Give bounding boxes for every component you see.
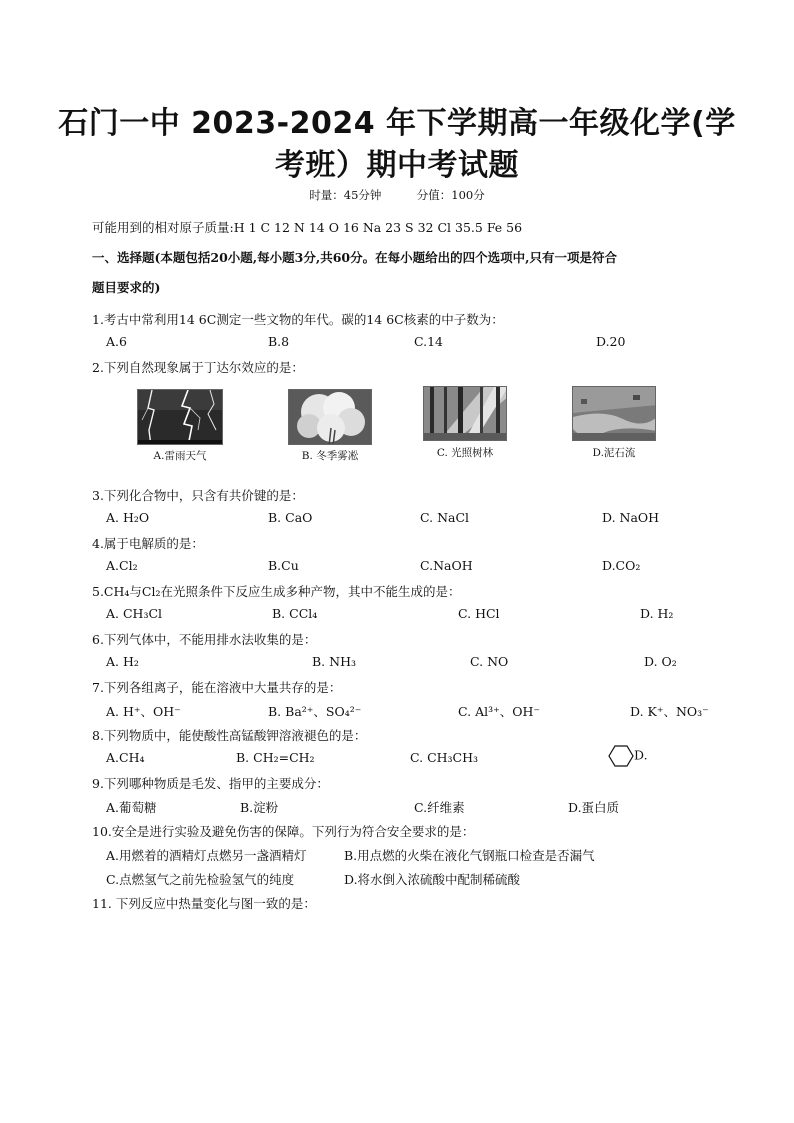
q5-option-c[interactable]: C. HCl (458, 606, 500, 621)
q7-option-d[interactable]: D. K⁺、NO₃⁻ (630, 704, 709, 719)
q3-option-a[interactable]: A. H₂O (106, 510, 150, 525)
question-11-stem: 11. 下列反应中热量变化与图一致的是： (92, 896, 316, 911)
q1-option-b[interactable]: B.8 (268, 334, 290, 349)
q4-option-c[interactable]: C.NaOH (420, 558, 473, 573)
q4-option-b[interactable]: B.Cu (268, 558, 299, 573)
q7-option-a[interactable]: A. H⁺、OH⁻ (106, 704, 181, 719)
mudslide-image[interactable] (572, 386, 656, 441)
q10-option-c[interactable]: C.点燃氢气之前先检验氢气的纯度 (106, 872, 295, 887)
q3-option-b[interactable]: B. CaO (268, 510, 313, 525)
question-5-stem: 5.CH₄与Cl₂在光照条件下反应生成多种产物，其中不能生成的是： (92, 584, 461, 599)
q4-option-d[interactable]: D.CO₂ (602, 558, 641, 573)
question-4-stem: 4.属于电解质的是： (92, 536, 204, 551)
q9-option-b[interactable]: B.淀粉 (240, 800, 279, 815)
question-10-stem: 10.安全是进行实验及避免伤害的保障。下列行为符合安全要求的是： (92, 824, 475, 839)
q6-option-a[interactable]: A. H₂ (106, 654, 139, 669)
q6-option-c[interactable]: C. NO (470, 654, 509, 669)
section-heading-line1: 一、选择题(本题包括20小题,每小题3分,共60分。在每小题给出的四个选项中,只有一项是符合 (92, 250, 617, 265)
q9-option-c[interactable]: C.纤维素 (414, 800, 465, 815)
q7-option-b[interactable]: B. Ba²⁺、SO₄²⁻ (268, 704, 362, 719)
q8-option-a[interactable]: A.CH₄ (106, 750, 145, 765)
q10-option-a[interactable]: A.用燃着的酒精灯点燃另一盏酒精灯 (106, 848, 307, 863)
time-limit: 时量：45分钟 (309, 188, 382, 202)
question-8-stem: 8.下列物质中，能使酸性高锰酸钾溶液褪色的是： (92, 728, 367, 743)
caption-a: A.雷雨天气 (153, 450, 207, 462)
exam-title-line2: 考班）期中考试题 (275, 148, 519, 183)
forest-light-image[interactable] (423, 386, 507, 441)
cyclohexane-icon (608, 744, 634, 768)
q8-option-d-label: D. (634, 747, 648, 763)
total-score: 分值：100分 (416, 188, 485, 202)
caption-b: B. 冬季雾凇 (301, 450, 359, 462)
caption-c: C. 光照树林 (436, 447, 494, 459)
thunderstorm-image[interactable] (137, 389, 223, 445)
caption-d: D.泥石流 (592, 447, 636, 459)
q7-option-c[interactable]: C. Al³⁺、OH⁻ (458, 704, 540, 719)
exam-title-line1: 石门一中 2023-2024 年下学期高一年级化学(学 (58, 106, 736, 141)
q8-option-c[interactable]: C. CH₃CH₃ (410, 750, 479, 765)
q1-option-c[interactable]: C.14 (414, 334, 443, 349)
section-heading-line2: 题目要求的) (92, 280, 161, 295)
question-6-stem: 6.下列气体中，不能用排水法收集的是： (92, 632, 317, 647)
q3-option-d[interactable]: D. NaOH (602, 510, 660, 525)
atomic-masses: 可能用到的相对原子质量:H 1 C 12 N 14 O 16 Na 23 S 32 Cl 35.5 Fe 56 (92, 220, 523, 235)
q4-option-a[interactable]: A.Cl₂ (106, 558, 138, 573)
question-7-stem: 7.下列各组离子，能在溶液中大量共存的是： (92, 680, 342, 695)
q9-option-d[interactable]: D.蛋白质 (568, 800, 620, 815)
q5-option-d[interactable]: D. H₂ (640, 606, 674, 621)
q1-option-a[interactable]: A.6 (106, 334, 127, 349)
question-9-stem: 9.下列哪种物质是毛发、指甲的主要成分： (92, 776, 329, 791)
question-3-stem: 3.下列化合物中，只含有共价键的是： (92, 488, 304, 503)
question-1-stem: 1.考古中常利用14 6C测定一些文物的年代。碳的14 6C核素的中子数为： (92, 312, 504, 327)
q9-option-a[interactable]: A.葡萄糖 (106, 800, 157, 815)
q10-option-d[interactable]: D.将水倒入浓硫酸中配制稀硫酸 (344, 872, 521, 887)
q10-option-b[interactable]: B.用点燃的火柴在液化气钢瓶口检查是否漏气 (344, 848, 595, 863)
question-2-stem: 2.下列自然现象属于丁达尔效应的是： (92, 360, 304, 375)
q1-option-d[interactable]: D.20 (596, 334, 626, 349)
q3-option-c[interactable]: C. NaCl (420, 510, 470, 525)
q8-option-b[interactable]: B. CH₂=CH₂ (236, 750, 315, 765)
q6-option-d[interactable]: D. O₂ (644, 654, 677, 669)
q6-option-b[interactable]: B. NH₃ (312, 654, 356, 669)
q8-option-d[interactable] (608, 744, 648, 768)
exam-info (0, 187, 794, 203)
q5-option-b[interactable]: B. CCl₄ (272, 606, 318, 621)
q5-option-a[interactable]: A. CH₃Cl (106, 606, 163, 621)
rime-ice-image[interactable] (288, 389, 372, 445)
